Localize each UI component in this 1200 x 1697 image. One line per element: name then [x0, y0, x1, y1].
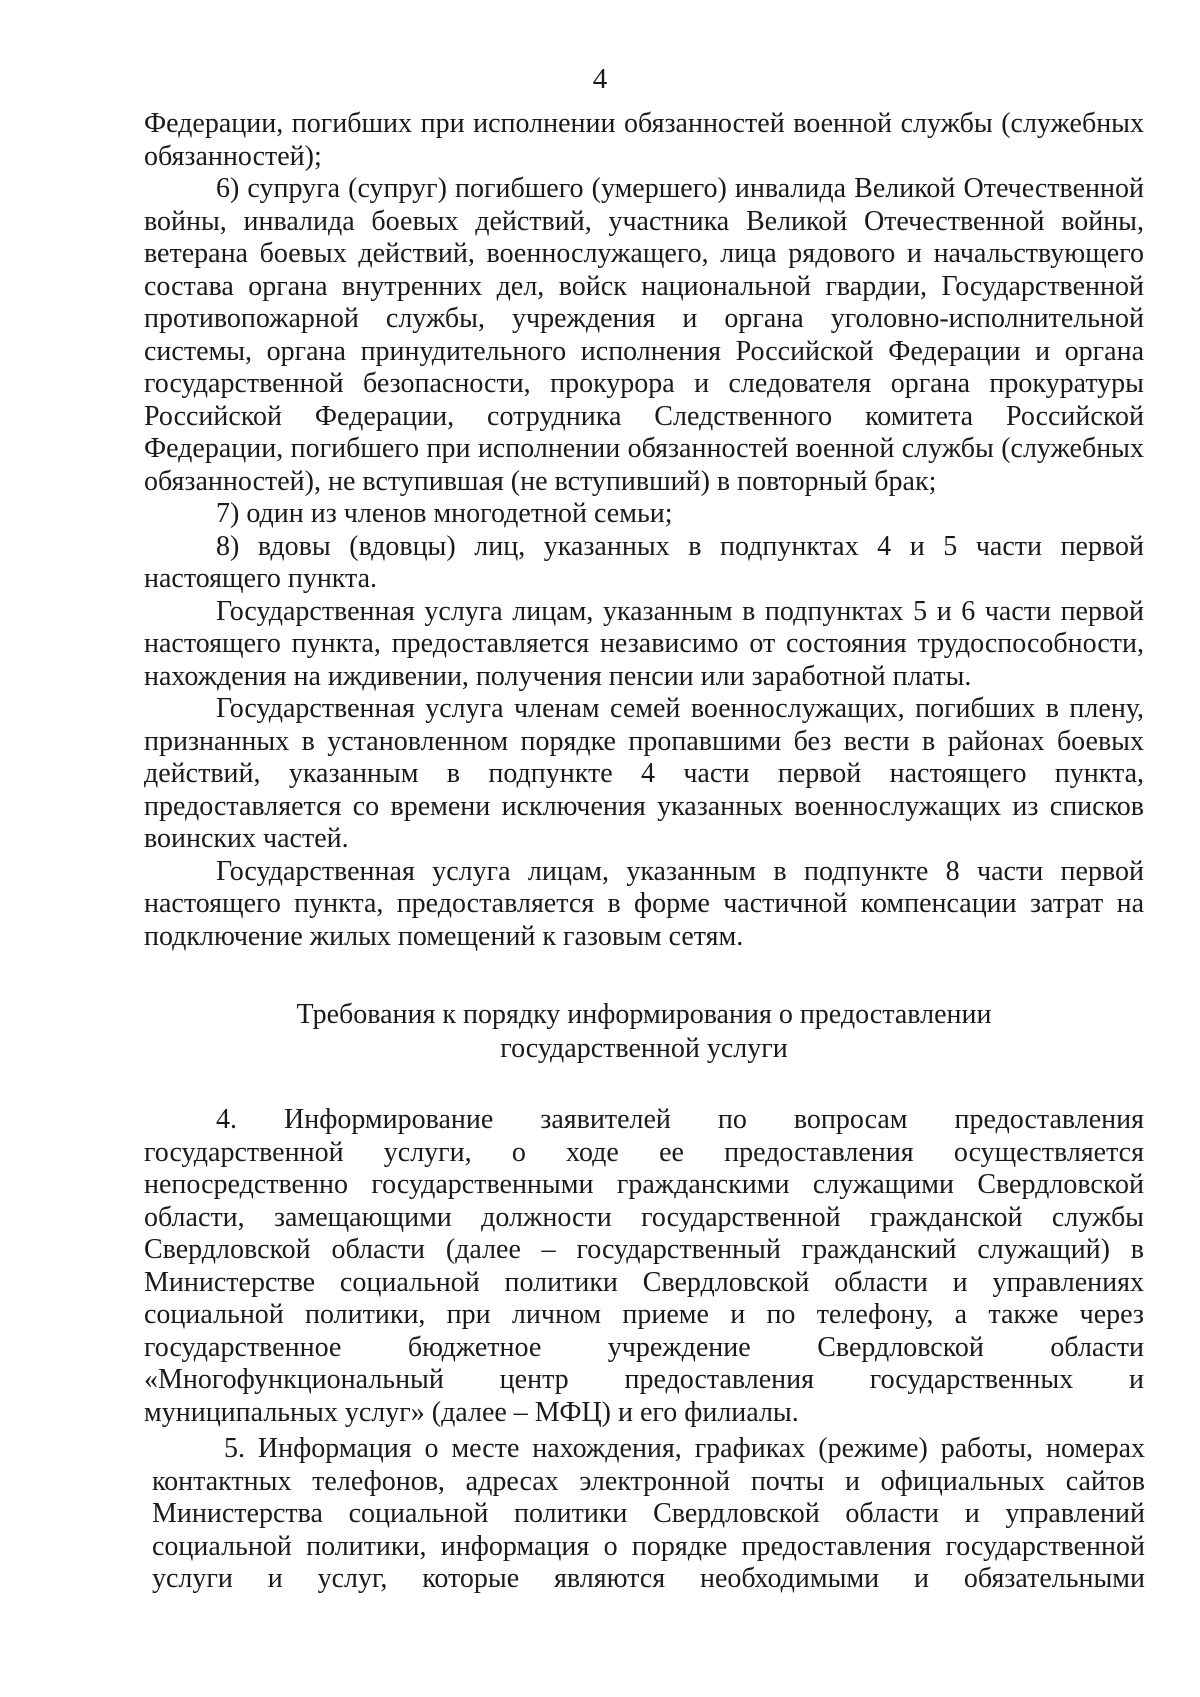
- section-heading-line-1: Требования к порядку информирования о предоставлении: [296, 999, 992, 1030]
- paragraph-point-5: 5. Информация о месте нахождения, графиках (режиме) работы, номерах контактных телефонов, адресах электронной почты и официальных сайтов Министерства социальной политики Свердловской области и управлений социальной политики, информация о порядке предоставления государственной услуги и услуг, которые являются необходимыми и обязательными: [152, 1433, 1145, 1594]
- section-heading: [144, 998, 1144, 1066]
- paragraph-continuation: Федерации, погибших при исполнении обязанностей военной службы (служебных обязанностей);: [144, 108, 1144, 172]
- body-text-top: [144, 108, 1144, 953]
- paragraph-point-4: 4. Информирование заявителей по вопросам предоставления государственной услуги, о ходе ее предоставления осуществляется непосредственно государственными гражданскими служащими Свердловской области, замещающими должности государственной гражданской службы Свердловской области (далее – государственный гражданский служащий) в Министерстве социальной политики Свердловской области и управлениях социальной политики, при личном приеме и по телефону, а также через государственное бюджетное учреждение Свердловской области «Многофункциональный центр предоставления государственных и муниципальных услуг» (далее – МФЦ) и его филиалы.: [144, 1104, 1144, 1428]
- section-heading-line-2: государственной услуги: [500, 1033, 788, 1064]
- paragraph-item-6: 6) супруга (супруг) погибшего (умершего) инвалида Великой Отечественной войны, инвалида боевых действий, участника Великой Отечественной войны, ветерана боевых действий, военнослужащего, лица рядового и начальствующего состава органа внутренних дел, войск национальной гвардии, Государственной противопожарной службы, учреждения и органа уголовно-исполнительной системы, органа принудительного исполнения Российской Федерации и органа государственной безопасности, прокурора и следователя органа прокуратуры Российской Федерации, сотрудника Следственного комитета Российской Федерации, погибшего при исполнении обязанностей военной службы (служебных обязанностей), не вступившая (не вступивший) в повторный брак;: [144, 173, 1144, 497]
- page-number: 4: [592, 63, 608, 95]
- paragraph-service-family: Государственная услуга членам семей военнослужащих, погибших в плену, признанных в установленном порядке пропавшими без вести в районах боевых действий, указанным в подпункте 4 части первой настоящего пункта, предоставляется со времени исключения указанных военнослужащих из списков воинских частей.: [144, 693, 1144, 854]
- paragraph-service-8: Государственная услуга лицам, указанным в подпункте 8 части первой настоящего пункта, предоставляется в форме частичной компенсации затрат на подключение жилых помещений к газовым сетям.: [144, 855, 1144, 952]
- paragraph-item-7: 7) один из членов многодетной семьи;: [216, 498, 673, 529]
- paragraph-service-5-6: Государственная услуга лицам, указанным в подпунктах 5 и 6 части первой настоящего пункта, предоставляется независимо от состояния трудоспособности, нахождения на иждивении, получения пенсии или заработной платы.: [144, 595, 1144, 692]
- body-text-point-5: [152, 1433, 1145, 1596]
- body-text-point-4: [144, 1104, 1144, 1429]
- paragraph-item-8: 8) вдовы (вдовцы) лиц, указанных в подпунктах 4 и 5 части первой настоящего пункта.: [144, 530, 1144, 594]
